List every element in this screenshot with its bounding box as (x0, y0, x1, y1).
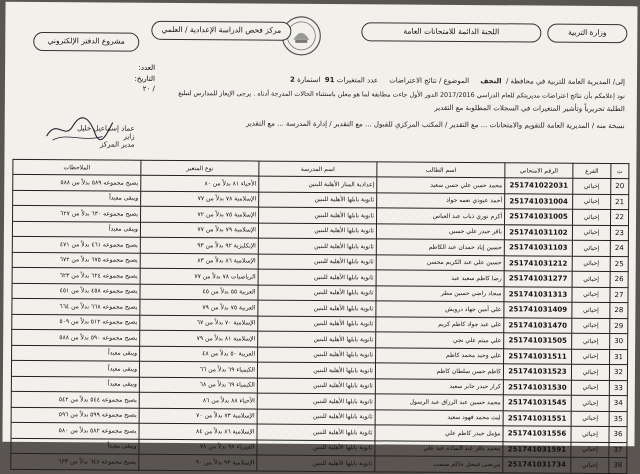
cell-change-type: الإسلامية ٧٠ بدلاً من ٦٧ (140, 315, 258, 331)
cell-seq: 24 (610, 241, 628, 257)
cell-branch: إحيائي (571, 395, 609, 411)
cell-seq: 31 (610, 349, 628, 365)
cell-branch: إحيائي (572, 225, 610, 241)
cell-exam-number: 251741031551 (503, 410, 571, 426)
cell-exam-number: 251741022031 (505, 178, 573, 194)
header-branch: الفرع (573, 163, 611, 178)
cell-student-name: أكرم نوري ذياب عبد العباس (377, 208, 505, 224)
cell-change-type: الإسلامية ٧٣ بدلاً من ٧٠ (139, 408, 257, 424)
cell-school-name: ثانوية بابلها الأهلية للبنين (258, 331, 376, 347)
cell-student-name: محمد حسين عبد الرزاق عبد الرسول (375, 394, 503, 410)
cell-exam-number: 251741031523 (503, 364, 571, 380)
cell-student-name: محمد باقر عبد الساده عبد علي (375, 440, 503, 456)
cell-school-name: ثانوية بابلها الأهلية للبنين (257, 455, 375, 471)
cell-school-name: ثانوية بابلها الأهلية للبنين (258, 238, 376, 254)
form-count: 2 (290, 75, 295, 84)
cell-notes: ويبقى معيداً (12, 345, 140, 361)
cell-school-name: ثانوية بابلها الأهلية للبنين (258, 223, 376, 239)
cell-change-type: الإسلامية ٨٦ بدلاً من ٨٤ (139, 423, 257, 439)
cell-school-name: إعدادية المنار الأهلية للبنين (259, 176, 377, 192)
ministry-box (547, 24, 627, 43)
results-table (10, 159, 629, 474)
province-name: النجف (480, 77, 502, 86)
cell-seq: 27 (610, 287, 628, 303)
cell-seq: 28 (610, 303, 628, 319)
cell-exam-number: 251741031409 (504, 302, 572, 318)
cell-notes: ويبقى معيداً (11, 376, 139, 392)
cell-branch: إحيائي (572, 271, 610, 287)
cell-change-type: الرياضيات ٧٨ بدلاً من ٧٧ (140, 268, 258, 284)
cell-branch: إحيائي (572, 287, 610, 303)
cell-seq: 20 (611, 179, 629, 195)
body-line-2 (434, 104, 624, 113)
cell-branch: إحيائي (571, 457, 609, 473)
cell-seq: 22 (610, 210, 628, 226)
cell-notes: يصبح مجموعه ٦٦٨ بدلاً من ٦٦٤ (12, 298, 140, 314)
cell-change-type: الأحياء ٨٨ بدلاً من ٨٦ (139, 392, 257, 408)
cell-seq: 26 (610, 272, 628, 288)
cell-seq: 23 (610, 225, 628, 241)
header-exam-number: الرقم الامتحاني (505, 163, 573, 178)
addressee-text: إلى/ المديرية العامة للتربية في محافظة / (505, 77, 626, 87)
cell-branch: إحيائي (572, 302, 610, 318)
cell-branch: إحيائي (572, 318, 610, 334)
cell-school-name: ثانوية بابلها الأهلية للبنين (257, 424, 375, 440)
cell-change-type: الإسلامية ٩٣ بدلاً من ٩٠ (139, 454, 257, 470)
body-text-1: نود إعلامكم بأن نتائج اعتراضات مديريتكم للعام الدراسي 2017/2016 الدور الأول جاءت مطابقة لما هو معلن باستثناء الحالات المدرجة أدناه . يرجى الإيعاز للمدارس لتبليغ (178, 89, 625, 101)
cell-school-name: ثانوية بابلها الأهلية للبنين (258, 300, 376, 316)
cell-exam-number: 251741031505 (504, 333, 572, 349)
cell-change-type: الإسلامية ٨١ بدلاً من ٧٩ (140, 330, 258, 346)
cell-change-type: الكيمياء ٦٩ بدلاً من ٦٦ (139, 361, 257, 377)
body-line-1 (178, 89, 625, 100)
header-notes: الملاحظات (13, 159, 141, 175)
cell-branch: إحيائي (572, 333, 610, 349)
cell-notes: ويبقى معيداً (12, 221, 140, 237)
cell-notes: يصبح مجموعه ٥٨٢ بدلاً من ٥٨٠ (11, 422, 139, 438)
cell-change-type: الأحياء ٨١ بدلاً من ٨٠ (141, 175, 259, 191)
cell-seq: 33 (609, 380, 627, 396)
cell-exam-number: 251741031591 (503, 441, 571, 457)
ministry-name: وزارة التربية (568, 27, 607, 37)
cell-notes: ويبقى معيداً (11, 438, 139, 454)
cell-exam-number: 251741031470 (504, 317, 572, 333)
addressee-line (290, 76, 625, 86)
cell-seq: 34 (609, 396, 627, 412)
cell-change-type: العربية ٥٥ بدلاً من ٤٥ (140, 284, 258, 300)
cell-exam-number: 251741031102 (504, 224, 572, 240)
header-student-name: اسم الطالب (377, 162, 505, 178)
cell-seq: 35 (609, 411, 627, 427)
body-text-2: الطلبة تحريرياً وتأشير المتغيرات في السجلات المطلوبة مع التقدير (434, 103, 625, 114)
header-change-type: نوع المتغير (141, 160, 259, 176)
cell-notes: يصبح مجموعه ٥٩٩ بدلاً من ٥٩٦ (11, 407, 139, 423)
cell-school-name: ثانوية بابلها الأهلية للبنين (258, 285, 376, 301)
cell-school-name: ثانوية بابلها الأهلية للبنين (258, 347, 376, 363)
cell-notes: يصبح مجموعه ٦٧٥ بدلاً من ٦٧٢ (12, 252, 140, 268)
center-box (151, 21, 291, 40)
cell-exam-number: 251741031103 (504, 240, 572, 256)
changes-count: 91 (324, 76, 335, 85)
cell-school-name: ثانوية بابلها الأهلية للبنين (259, 192, 377, 208)
cell-seq: 36 (609, 427, 627, 443)
center-name: مركز فحص الدراسة الإعدادية / العلمي (161, 24, 282, 35)
cell-change-type: الإسلامية ٨٦ بدلاً من ٨٣ (140, 253, 258, 269)
cell-exam-number: 251741031511 (504, 348, 572, 364)
cell-exam-number: 251741031734 (503, 457, 571, 473)
cell-branch: إحيائي (573, 194, 611, 210)
cell-branch: إحيائي (571, 442, 609, 458)
cell-school-name: ثانوية بابلها الأهلية للبنين (257, 378, 375, 394)
cell-school-name: ثانوية بابلها الأهلية للبنين (259, 207, 377, 223)
cell-branch: إحيائي (571, 411, 609, 427)
cell-change-type: الإسلامية ٧٥ بدلاً من ٧٢ (141, 206, 259, 222)
cell-seq: 38 (609, 458, 627, 474)
committee-name: اللجنة الدائمة للامتحانات العامة (403, 26, 500, 37)
cell-exam-number: 251741031545 (503, 395, 571, 411)
cell-seq: 37 (609, 442, 627, 458)
date-value: / ٢٠ (142, 84, 155, 93)
cell-branch: إحيائي (572, 240, 610, 256)
cell-school-name: ثانوية بابلها الأهلية للبنين (257, 409, 375, 425)
project-name: مشروع الدفتر الإلكتروني (47, 36, 125, 46)
cell-exam-number: 251741031005 (505, 209, 573, 225)
cell-school-name: ثانوية بابلها الأهلية للبنين (257, 440, 375, 456)
cell-student-name: محمد حسن علي حسن سعيد (377, 177, 505, 193)
subject-label: الموضوع / نتائج الاعتراضات (389, 76, 470, 86)
cell-student-name: علي أمين جهاد درويش (376, 301, 504, 317)
changes-label: عدد المتغيرات (336, 76, 379, 85)
cell-notes: يصبح مجموعه ٥٩٠ بدلاً من ٥٨٨ (12, 329, 140, 345)
cell-student-name: مرتضى فيصل حاكم منصب (375, 456, 503, 472)
signature-block (75, 124, 135, 148)
cell-notes: يصبح مجموعه ٦٢٤ بدلاً من ٦٢٣ (12, 267, 140, 283)
cell-notes: ويبقى معيداً (13, 190, 141, 206)
cell-branch: إحيائي (571, 426, 609, 442)
cell-change-type: الكيمياء ٦٩ بدلاً من ٦٨ (139, 377, 257, 393)
header-school-name: اسم المدرسة (259, 161, 377, 177)
cell-student-name: باقر حيدر علي حسين (376, 223, 504, 239)
signer-name: عماد إسماعيل خليل زاير (77, 124, 135, 141)
cell-exam-number: 251741031277 (504, 271, 572, 287)
cell-change-type: العربية ٧٥ بدلاً من ٧٩ (140, 299, 258, 315)
cell-notes: ويبقى معيداً (11, 360, 139, 376)
cell-student-name: حسين علي عبد الكريم محسن (376, 254, 504, 270)
cell-change-type: الإسلامية ٧٩ بدلاً من ٧٧ (140, 222, 258, 238)
header-seq: ت (611, 164, 629, 179)
signer-title: مدير المركز (99, 140, 135, 149)
project-box (33, 32, 139, 51)
cell-student-name: رضا كاظم سعيد عبد (376, 270, 504, 286)
table-row (11, 453, 627, 473)
cell-seq: 21 (611, 194, 629, 210)
date-label: التاريخ: (134, 74, 156, 83)
cell-change-type: الإسلامية ٧٨ بدلاً من ٧٧ (141, 191, 259, 207)
cc-text: نسخة منه / المديرية العامة للتقويم والامتحانات ... مع التقدير / المكتب المركزي للقبول ... مع التقدير / إدارة المدرسة ... مع التقدير (245, 119, 625, 131)
cell-exam-number: 251741031530 (503, 379, 571, 395)
cell-branch: إحيائي (573, 178, 611, 194)
cc-line (246, 119, 625, 130)
cell-notes: يصبح مجموعه ٥٨٩ بدلاً من ٥٨٨ (13, 174, 141, 190)
cell-school-name: ثانوية بابلها الأهلية للبنين (258, 316, 376, 332)
cell-notes: يصبح مجموعه ٤٦١ بدلاً من ٤٧١ (12, 236, 140, 252)
issue-date-block (95, 62, 155, 94)
cell-exam-number: 251741031556 (503, 426, 571, 442)
cell-branch: إحيائي (571, 380, 609, 396)
cell-notes: يصبح مجموعه ٦٤٨ بدلاً من ٦٣٣ (11, 453, 139, 469)
cell-exam-number: 251741031004 (505, 193, 573, 209)
committee-box (361, 22, 541, 42)
cell-student-name: مؤمل حيدر كاظم علي (375, 425, 503, 441)
cell-student-name: أحمد عبودي نعمه جواد (377, 192, 505, 208)
cell-branch: إحيائي (572, 349, 610, 365)
cell-notes: يصبح مجموعه ٦٣٠ بدلاً من ٦٢٧ (13, 205, 141, 221)
document-page (2, 2, 637, 470)
cell-student-name: علي ميثم علي نجي (376, 332, 504, 348)
cell-branch: إحيائي (573, 209, 611, 225)
cell-change-type: العربية ٥٠ بدلاً من ٤٨ (140, 346, 258, 362)
cell-student-name: سجاد راضي حسين مطر (376, 285, 504, 301)
cell-seq: 29 (610, 318, 628, 334)
cell-student-name: كرار حيدر جابر سعيد (375, 378, 503, 394)
cell-branch: إحيائي (571, 364, 609, 380)
cell-seq: 25 (610, 256, 628, 272)
cell-school-name: ثانوية بابلها الأهلية للبنين (258, 254, 376, 270)
cell-seq: 32 (609, 365, 627, 381)
cell-exam-number: 251741031212 (504, 255, 572, 271)
cell-notes: يصبح مجموعه ٤٥٨ بدلاً من ٤٥١ (12, 283, 140, 299)
cell-change-type: الإنكليزية ٩٢ بدلاً من ٩٣ (140, 237, 258, 253)
cell-exam-number: 251741031313 (504, 286, 572, 302)
cell-school-name: ثانوية بابلها الأهلية للبنين (258, 269, 376, 285)
cell-change-type: الفيزياء ٩٨ بدلاً من ٧٨ (139, 439, 257, 455)
cell-student-name: ليث محمد فهود سعيد (375, 409, 503, 425)
form-label: استمارة (297, 75, 321, 84)
cell-seq: 30 (610, 334, 628, 350)
cell-branch: إحيائي (572, 256, 610, 272)
cell-notes: يصبح مجموعه ٥٤٤ بدلاً من ٥٤٢ (11, 391, 139, 407)
cell-school-name: ثانوية بابلها الأهلية للبنين (257, 362, 375, 378)
issue-number-label: العدد: (138, 63, 156, 72)
cell-school-name: ثانوية بابلها الأهلية للبنين (257, 393, 375, 409)
cell-student-name: حسين إياد حمدان عبد الكاظم (376, 239, 504, 255)
cell-student-name: علي عبد جواد كاظم كريم (376, 316, 504, 332)
cell-student-name: علي وحيد محمد كاظم (376, 347, 504, 363)
cell-notes: يصبح مجموعه ٥١٢ بدلاً من ٥٠٩ (12, 314, 140, 330)
cell-student-name: كاظم حسن سلطان كاظم (375, 363, 503, 379)
